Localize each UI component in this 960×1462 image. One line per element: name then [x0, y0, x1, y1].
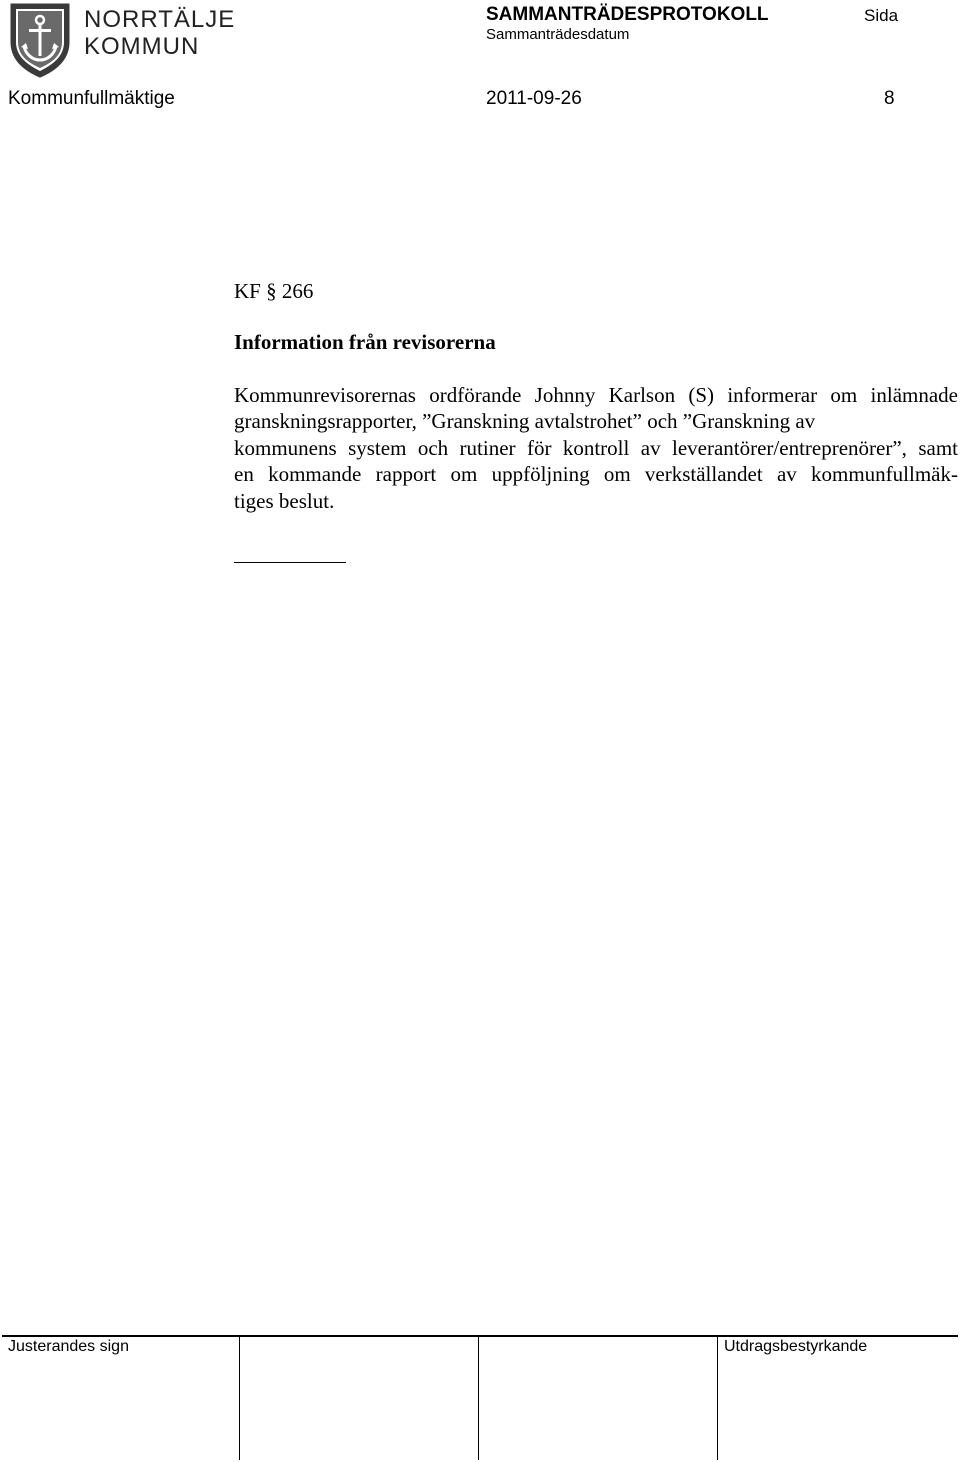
municipality-logo-text — [84, 6, 235, 60]
section-body — [234, 382, 958, 514]
logo-line-2: KOMMUN — [84, 33, 200, 60]
page-number: 8 — [884, 88, 895, 109]
document-type: SAMMANTRÄDESPROTOKOLL — [486, 4, 769, 25]
body-line-2: granskningsrapporter, ”Granskning avtalstrohet” och ”Granskning av — [234, 409, 816, 434]
organization-name: Kommunfullmäktige — [8, 88, 175, 109]
footer-divider-3 — [717, 1336, 718, 1460]
body-line-5: tiges beslut. — [234, 488, 335, 513]
section-end-rule — [234, 562, 346, 563]
body-line-4: en kommande rapport om uppföljning om verkställandet av kommunfullmäk- — [234, 462, 958, 487]
section-number: KF § 266 — [234, 279, 314, 303]
footer-divider-1 — [239, 1336, 240, 1460]
footer-divider-2 — [478, 1336, 479, 1460]
meeting-date: 2011-09-26 — [486, 88, 582, 109]
logo-line-1: NORRTÄLJE — [84, 6, 236, 33]
municipality-coat-of-arms-icon — [8, 2, 72, 78]
signature-label: Justerandes sign — [8, 1338, 129, 1355]
extract-certification-label: Utdragsbestyrkande — [724, 1338, 868, 1355]
section-title: Information från revisorerna — [234, 330, 496, 354]
page-label: Sida — [864, 6, 899, 25]
footer-rule — [2, 1335, 958, 1337]
body-line-1: Kommunrevisorernas ordförande Johnny Karlson (S) informerar om inlämnade — [234, 383, 958, 407]
body-line-3: kommunens system och rutiner för kontroll av leverantörer/entreprenörer”, samt — [234, 435, 958, 460]
date-label: Sammanträdesdatum — [486, 26, 630, 43]
